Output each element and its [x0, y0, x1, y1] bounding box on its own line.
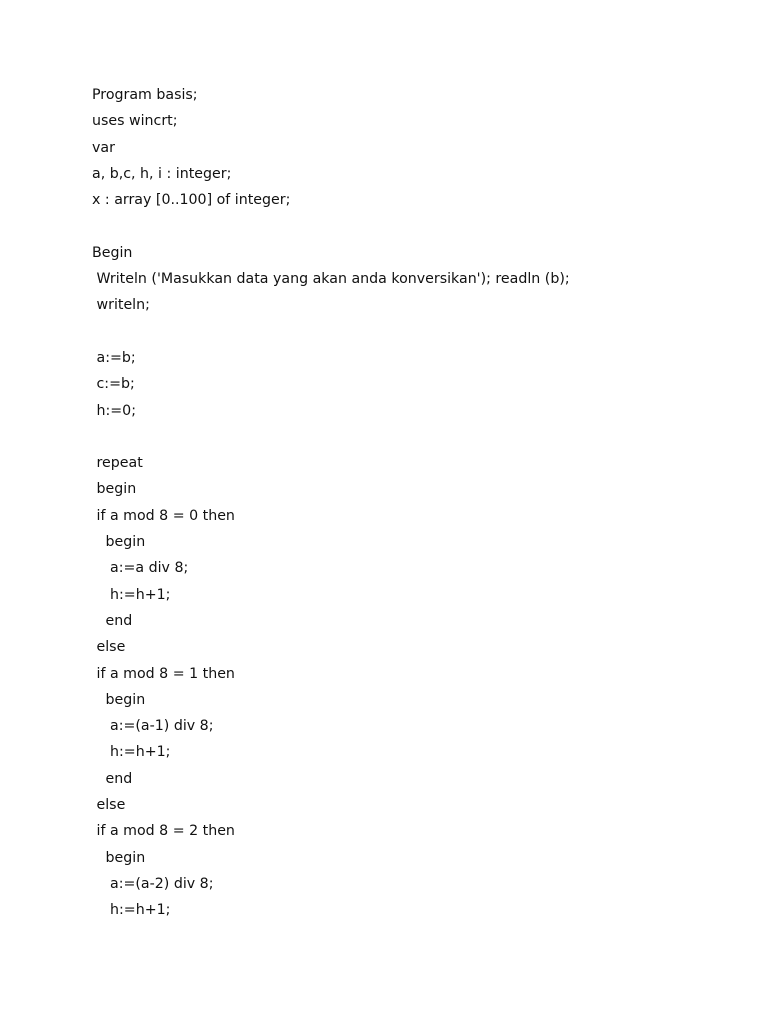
code-line: Writeln ('Masukkan data yang akan anda konversikan'); readln (b); — [92, 271, 570, 288]
code-line: h:=h+1; — [92, 744, 171, 761]
code-line: c:=b; — [92, 376, 135, 393]
code-line: else — [92, 639, 126, 656]
code-line: Begin — [92, 244, 133, 261]
code-line: var — [92, 139, 115, 156]
code-line — [92, 213, 732, 239]
code-line — [92, 319, 732, 345]
code-line: writeln; — [92, 297, 150, 314]
code-line: end — [92, 770, 133, 787]
code-line: uses wincrt; — [92, 113, 178, 130]
code-line: h:=h+1; — [92, 586, 171, 603]
code-line: begin — [92, 691, 146, 708]
code-line: a:=a div 8; — [92, 560, 189, 577]
code-line — [92, 424, 732, 450]
code-line: h:=0; — [92, 402, 136, 419]
code-line: x : array [0..100] of integer; — [92, 192, 291, 209]
code-line: h:=h+1; — [92, 902, 171, 919]
code-line: if a mod 8 = 2 then — [92, 823, 235, 840]
code-line: if a mod 8 = 1 then — [92, 665, 235, 682]
code-line: if a mod 8 = 0 then — [92, 507, 235, 524]
code-line: a:=b; — [92, 349, 136, 366]
code-line: repeat — [92, 455, 143, 472]
code-line: a:=(a-2) div 8; — [92, 875, 214, 892]
code-line: begin — [92, 481, 137, 498]
code-line: begin — [92, 534, 146, 551]
code-line: a:=(a-1) div 8; — [92, 718, 214, 735]
code-line: a, b,c, h, i : integer; — [92, 165, 232, 182]
pascal-code-listing — [92, 82, 732, 924]
code-line: begin — [92, 849, 146, 866]
code-line: else — [92, 797, 126, 814]
code-line: end — [92, 612, 133, 629]
code-line: Program basis; — [92, 87, 198, 103]
